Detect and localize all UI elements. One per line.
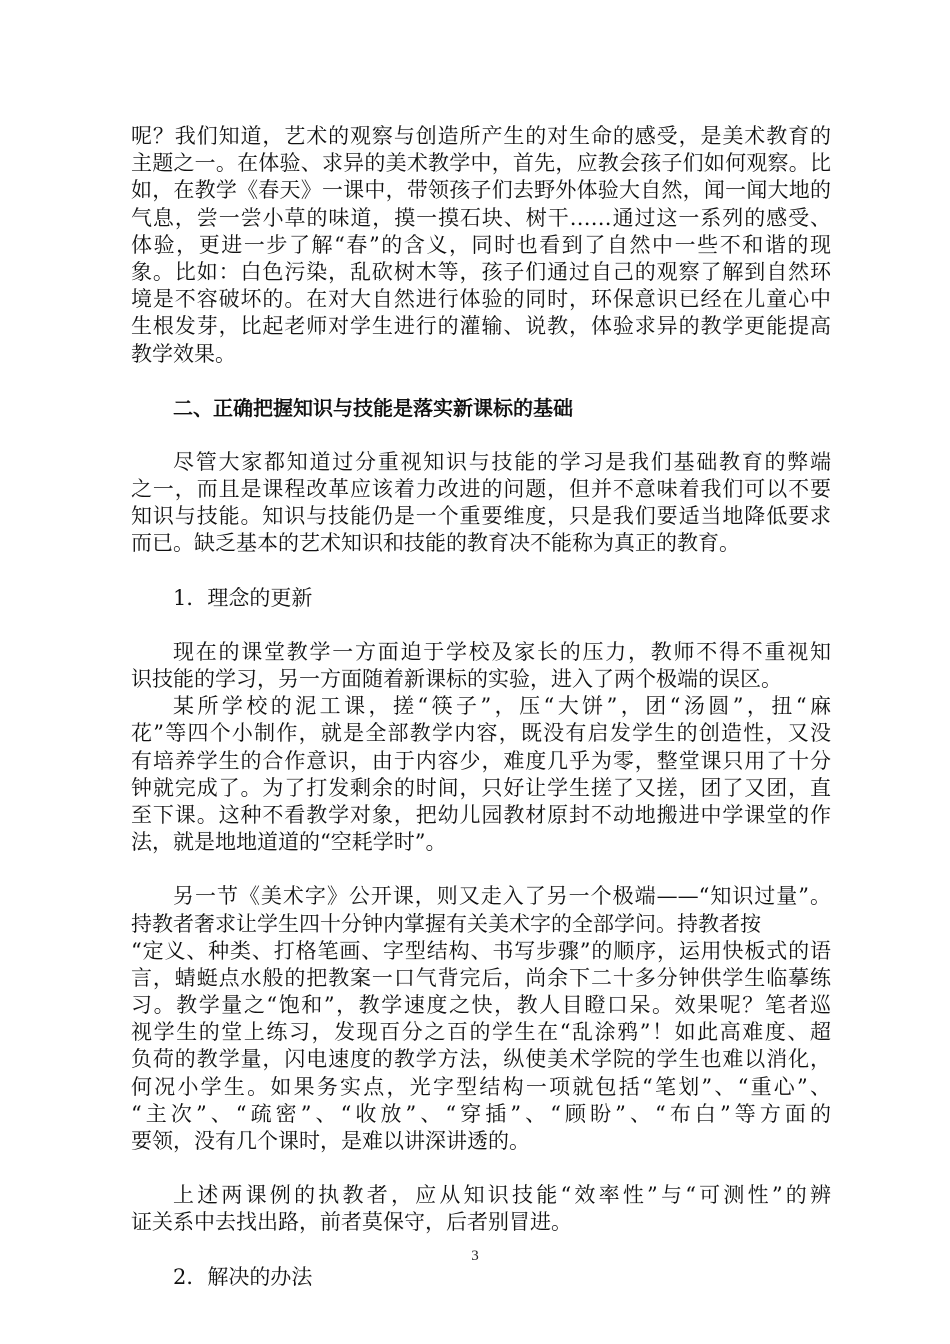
text-line: 要领，没有几个课时，是难以讲深讲透的。: [131, 1129, 530, 1153]
text-line: 习。教学量之“饱和”，教学速度之快，教人目瞪口呆。效果呢？笔者巡: [131, 993, 831, 1018]
text-line: 气息，尝一尝小草的味道，摸一摸石块、树干……通过这一系列的感受、: [131, 205, 831, 230]
text-line: 现在的课堂教学一方面迫于学校及家长的压力，教师不得不重视知: [173, 639, 831, 664]
text-line: 而已。缺乏基本的艺术知识和技能的教育决不能称为真正的教育。: [131, 531, 740, 556]
text-line: 呢？我们知道，艺术的观察与创造所产生的对生命的感受，是美术教育的: [131, 124, 831, 148]
text-line: 视学生的堂上练习，发现百分之百的学生在“乱涂鸦”！如此高难度、超: [131, 1020, 831, 1045]
text-line: 有培养学生的合作意识，由于内容少，难度几乎为零，整堂课只用了十分: [131, 748, 831, 773]
text-line: 负荷的教学量，闪电速度的教学方法，纵使美术学院的学生也难以消化，: [131, 1047, 831, 1072]
text-line: 象。比如：白色污染，乱砍树木等，孩子们通过自己的观察了解到自然环: [131, 259, 831, 284]
text-line: 持教者奢求让学生四十分钟内掌握有关美术字的全部学问。持教者按: [131, 911, 761, 936]
section-heading: 二、正确把握知识与技能是落实新课标的基础: [173, 395, 573, 420]
paragraph-observation: [131, 123, 831, 368]
page-number: 3: [471, 1248, 479, 1264]
text-line: 至下课。这种不看教学对象，把幼儿园教材原封不动地搬进中学课堂的作: [131, 802, 831, 827]
document-page: [131, 123, 831, 1291]
text-line: 之一，而且是课程改革应该着力改进的问题，但并不意味着我们可以不要: [131, 477, 831, 502]
text-line: 如，在教学《春天》一课中，带领孩子们去野外体验大自然，闻一闻大地的: [131, 178, 831, 203]
text-line: 教学效果。: [131, 341, 236, 366]
text-line: 知识与技能。知识与技能仍是一个重要维度，只是我们要适当地降低要求: [131, 504, 831, 529]
text-line: 体验，更进一步了解“春”的含义，同时也看到了自然中一些不和谐的现: [131, 232, 831, 257]
subsection-heading: 1．理念的更新: [173, 585, 313, 610]
text-line: 法，就是地地道道的“空耗学时”。: [131, 830, 447, 855]
text-line: 钟就完成了。为了打发剩余的时间，只好让学生搓了又搓，团了又团，直: [131, 775, 831, 800]
text-line: 证关系中去找出路，前者莫保守，后者别冒进。: [131, 1210, 572, 1235]
text-line: 何况小学生。如果务实点，光字型结构一项就包括“笔划”、“重心”、: [131, 1074, 831, 1099]
text-line: 境是不容破坏的。在对大自然进行体验的同时，环保意识已经在儿童心中: [131, 287, 831, 312]
text-line: 生根发芽，比起老师对学生进行的灌输、说教，体验求异的教学更能提高: [131, 314, 831, 339]
text-line: 花”等四个小制作，就是全部教学内容，既没有启发学生的创造性，又没: [131, 721, 831, 746]
text-line: 识技能的学习，另一方面随着新课标的实验，进入了两个极端的误区。: [131, 667, 782, 691]
paragraph-lettering-class: [131, 883, 831, 1155]
text-line: 另一节《美术字》公开课，则又走入了另一个极端——“知识过量”。: [173, 884, 831, 909]
paragraph-classroom: [131, 639, 831, 693]
text-line: 言，蜻蜓点水般的把教案一口气背完后，尚余下二十多分钟供学生临摹练: [131, 965, 831, 990]
text-line: 某所学校的泥工课，搓“筷子”，压“大饼”，团“汤圆”，扭“麻: [173, 694, 831, 719]
text-line: 尽管大家都知道过分重视知识与技能的学习是我们基础教育的弊端: [173, 449, 831, 474]
text-line: 主题之一。在体验、求异的美术教学中，首先，应教会孩子们如何观察。比: [131, 151, 831, 176]
text-line: “主次”、“疏密”、“收放”、“穿插”、“顾盼”、“布白”等方面的: [131, 1101, 832, 1126]
paragraph-clay-class: [131, 693, 831, 856]
text-line: “定义、种类、打格笔画、字型结构、书写步骤”的顺序，运用快板式的语: [131, 938, 831, 963]
text-line: 上述两课例的执教者，应从知识技能“效率性”与“可测性”的辨: [173, 1183, 831, 1208]
subsection-heading: 2．解决的办法: [173, 1264, 313, 1289]
paragraph-conclusion: [131, 1182, 831, 1236]
paragraph-knowledge-skills: [131, 449, 831, 558]
